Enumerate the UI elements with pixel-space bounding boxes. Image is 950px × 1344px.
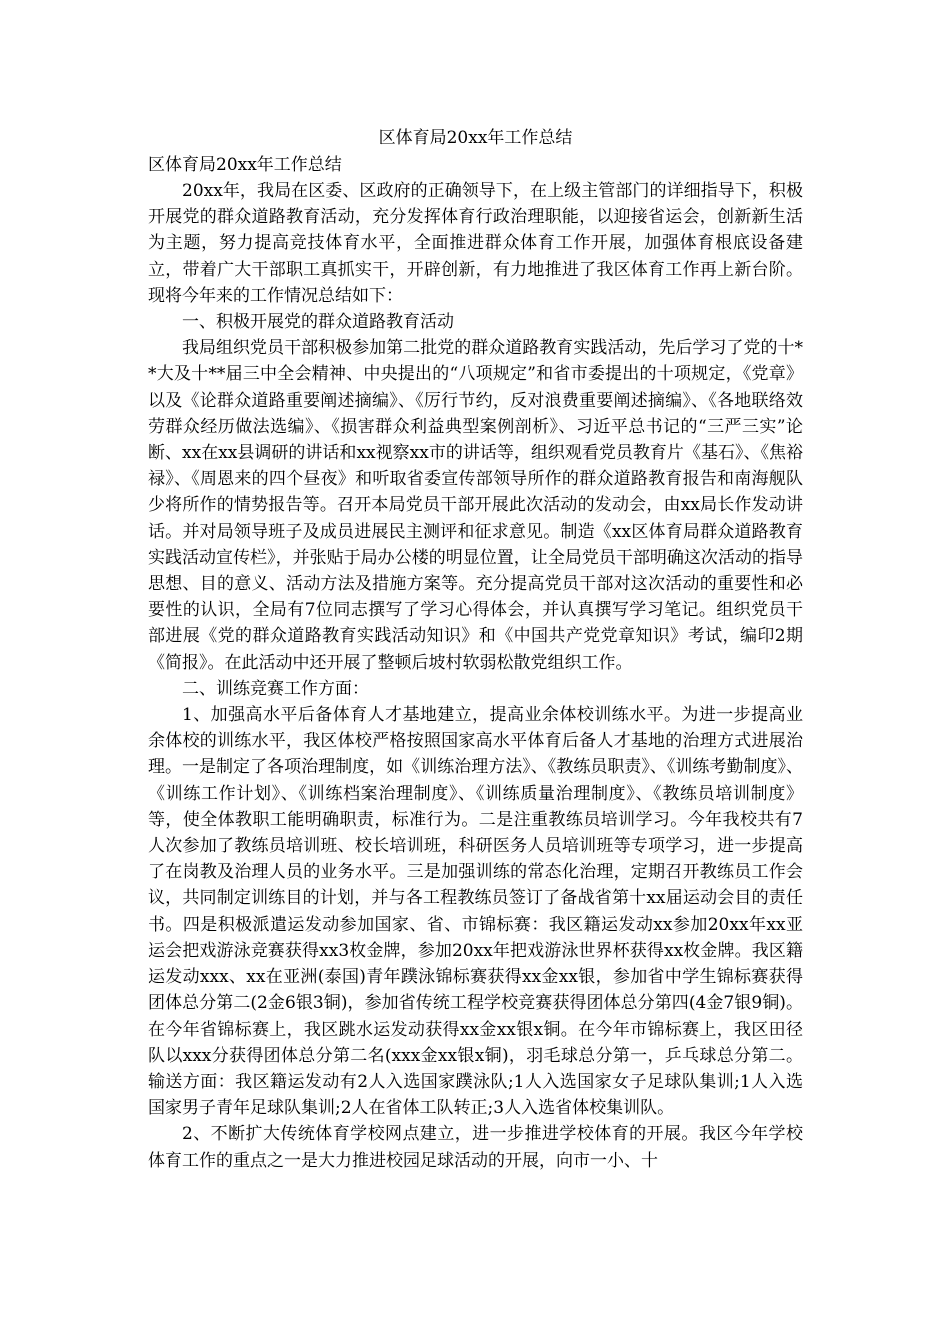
intro-paragraph: 20xx年，我局在区委、区政府的正确领导下，在上级主管部门的详细指导下，积极开展党的群众道路教育活动，充分发挥体育行政治理职能，以迎接省运会，创新新生活为主题，努力提高竞技体育水平，全面推进群众体育工作开展，加强体育根底设备建立，带着广大干部职工真抓实干，开辟创新，有力地推进了我区体育工作再上新台阶。现将今年来的工作情况总结如下： — [148, 181, 803, 306]
document-page — [148, 124, 803, 1174]
document-subtitle: 区体育局20xx年工作总结 — [148, 155, 342, 175]
document-title: 区体育局20xx年工作总结 — [378, 128, 573, 148]
section-1-paragraph: 我局组织党员干部积极参加第二批党的群众道路教育实践活动，先后学习了党的十**大及十**届三中全会精神、中央提出的“八项规定”和省市委提出的十项规定，《党章》以及《论群众道路重要阐述摘编》、《厉行节约，反对浪费重要阐述摘编》、《各地联络效劳群众经历做法选编》、《损害群众利益典型案例剖析》、习近平总书记的“三严三实”论断、xx在xx县调研的讲话和xx视察xx市的讲话等，组织观看党员教育片《基石》、《焦裕禄》、《周恩来的四个昼夜》和听取省委宣传部领导所作的群众道路教育报告和南海舰队少将所作的情势报告等。召开本局党员干部开展此次活动的发动会，由xx局长作发动讲话。并对局领导班子及成员进展民主测评和征求意见。制造《xx区体育局群众道路教育实践活动宣传栏》，并张贴于局办公楼的明显位置，让全局党员干部明确这次活动的指导思想、目的意义、活动方法及措施方案等。充分提高党员干部对这次活动的重要性和必要性的认识，全局有7位同志撰写了学习心得体会，并认真撰写学习笔记。组织党员干部进展《党的群众道路教育实践活动知识》和《中国共产党党章知识》考试，编印2期《简报》。在此活动中还开展了整顿后坡村软弱松散党组织工作。 — [148, 338, 803, 673]
section-heading-1: 一、积极开展党的群众道路教育活动 — [182, 312, 454, 333]
section-2-item-2-paragraph: 2、不断扩大传统体育学校网点建立，进一步推进学校体育的开展。我区今年学校体育工作的重点之一是大力推进校园足球活动的开展，向市一小、十 — [148, 1124, 803, 1171]
section-2-item-1-paragraph: 1、加强高水平后备体育人才基地建立，提高业余体校训练水平。为进一步提高业余体校的训练水平，我区体校严格按照国家高水平体育后备人才基地的治理方式进展治理。一是制定了各项治理制度，如《训练治理方法》、《教练员职责》、《训练考勤制度》、《训练工作计划》、《训练档案治理制度》、《训练质量治理制度》、《教练员培训制度》等，使全体教职工能明确职责，标准行为。二是注重教练员培训学习。今年我校共有7人次参加了教练员培训班、校长培训班，科研医务人员培训班等专项学习，进一步提高了在岗教及治理人员的业务水平。三是加强训练的常态化治理，定期召开教练员工作会议，共同制定训练目的计划，并与各工程教练员签订了备战省第十xx届运动会目的责任书。四是积极派遣运发动参加国家、省、市锦标赛：我区籍运发动xx参加20xx年xx亚运会把戏游泳竞赛获得xx3枚金牌，参加20xx年把戏游泳世界杯获得xx枚金牌。我区籍运发动xxx、xx在亚洲(泰国)青年蹼泳锦标赛获得xx金xx银，参加省中学生锦标赛获得团体总分第二(2金6银3铜)，参加省传统工程学校竞赛获得团体总分第四(4金7银9铜)。在今年省锦标赛上，我区跳水运发动获得xx金xx银x铜。在今年市锦标赛上，我区田径队以xxx分获得团体总分第二名(xxx金xx银x铜)，羽毛球总分第一，乒乓球总分第二。输送方面：我区籍运发动有2人入选国家蹼泳队;1人入选国家女子足球队集训;1人入选国家男子青年足球队集训;2人在省体工队转正;3人入选省体校集训队。 — [148, 705, 803, 1119]
section-heading-2: 二、训练竞赛工作方面： — [182, 678, 369, 699]
